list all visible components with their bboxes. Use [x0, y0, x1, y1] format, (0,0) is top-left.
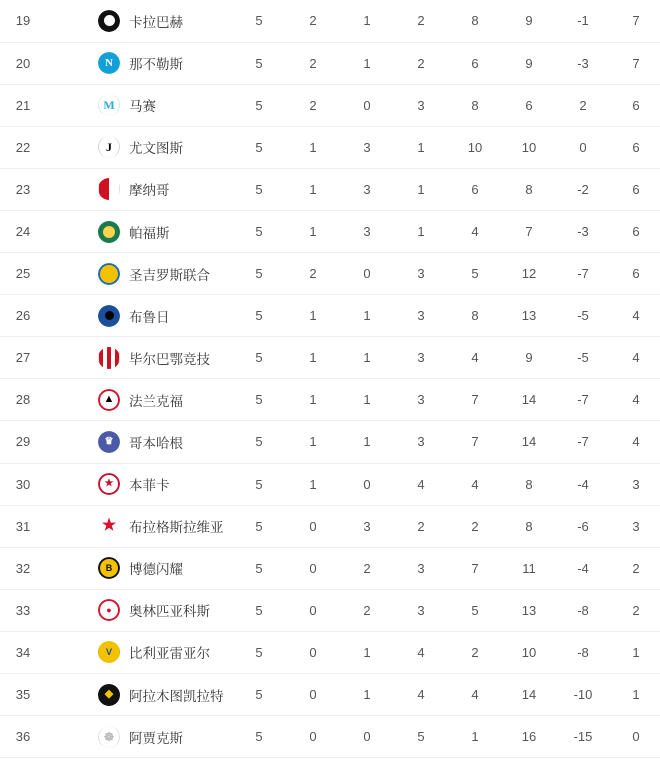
team-name: 阿拉木图凯拉特: [129, 688, 224, 704]
row-win: 2: [286, 0, 340, 42]
row-played: 5: [232, 168, 286, 210]
pafos-crest: [98, 221, 120, 243]
row-goals-for: 4: [448, 210, 502, 252]
row-goals-against: 9: [502, 337, 556, 379]
row-goal-diff: -7: [556, 421, 610, 463]
row-loss: 3: [394, 589, 448, 631]
row-goals-for: 5: [448, 253, 502, 295]
row-goals-against: 14: [502, 379, 556, 421]
row-win: 0: [286, 631, 340, 673]
row-points: 7: [610, 0, 660, 42]
row-team[interactable]: [46, 210, 232, 252]
row-played: 5: [232, 210, 286, 252]
row-rank: 36: [0, 716, 46, 758]
row-draw: 3: [340, 126, 394, 168]
row-points: 6: [610, 168, 660, 210]
row-loss: 2: [394, 505, 448, 547]
row-goals-against: 8: [502, 168, 556, 210]
benfica-crest: ★: [98, 473, 120, 495]
row-rank: 28: [0, 379, 46, 421]
row-points: 6: [610, 84, 660, 126]
villarreal-crest: V: [98, 641, 120, 663]
row-draw: 1: [340, 0, 394, 42]
row-win: 1: [286, 379, 340, 421]
row-draw: 1: [340, 674, 394, 716]
row-win: 1: [286, 337, 340, 379]
row-goal-diff: 2: [556, 84, 610, 126]
row-goal-diff: -8: [556, 589, 610, 631]
row-draw: 0: [340, 463, 394, 505]
row-played: 5: [232, 379, 286, 421]
table-row[interactable]: [0, 716, 660, 758]
row-goals-for: 8: [448, 295, 502, 337]
row-team[interactable]: [46, 379, 232, 421]
team-name: 马赛: [129, 99, 156, 115]
row-goals-against: 8: [502, 463, 556, 505]
row-played: 5: [232, 463, 286, 505]
row-goals-for: 7: [448, 421, 502, 463]
row-rank: 35: [0, 674, 46, 716]
team-name: 布鲁日: [129, 309, 170, 325]
row-goals-for: 10: [448, 126, 502, 168]
row-points: 3: [610, 463, 660, 505]
row-team[interactable]: [46, 0, 232, 42]
brugge-crest: [98, 305, 120, 327]
table-row[interactable]: [0, 42, 660, 84]
row-loss: 5: [394, 716, 448, 758]
athletic-crest: [98, 347, 120, 369]
table-row[interactable]: [0, 0, 660, 42]
team-name: 帕福斯: [129, 225, 170, 241]
row-rank: 23: [0, 168, 46, 210]
row-draw: 2: [340, 589, 394, 631]
row-draw: 1: [340, 295, 394, 337]
row-goals-against: 9: [502, 0, 556, 42]
row-rank: 32: [0, 547, 46, 589]
table-row[interactable]: [0, 168, 660, 210]
row-goals-against: 14: [502, 421, 556, 463]
row-points: 4: [610, 421, 660, 463]
table-row[interactable]: [0, 589, 660, 631]
row-goal-diff: -8: [556, 631, 610, 673]
row-team[interactable]: [46, 674, 232, 716]
row-win: 0: [286, 716, 340, 758]
row-goal-diff: -5: [556, 337, 610, 379]
union-sg-crest: [98, 263, 120, 285]
row-goal-diff: -15: [556, 716, 610, 758]
team-name: 比利亚雷亚尔: [129, 646, 210, 662]
row-team[interactable]: [46, 84, 232, 126]
row-draw: 1: [340, 421, 394, 463]
olympiacos-crest: ●: [98, 599, 120, 621]
row-rank: 30: [0, 463, 46, 505]
karabakh-crest: [98, 10, 120, 32]
row-played: 5: [232, 295, 286, 337]
team-name: 阿贾克斯: [129, 730, 183, 746]
table-row[interactable]: [0, 253, 660, 295]
row-loss: 3: [394, 84, 448, 126]
row-goals-for: 2: [448, 505, 502, 547]
row-goals-against: 10: [502, 126, 556, 168]
row-goal-diff: -1: [556, 0, 610, 42]
row-played: 5: [232, 337, 286, 379]
team-name: 摩纳哥: [129, 183, 170, 199]
row-goal-diff: -4: [556, 547, 610, 589]
row-team[interactable]: [46, 295, 232, 337]
row-loss: 1: [394, 126, 448, 168]
frankfurt-crest: ▲: [98, 389, 120, 411]
row-team[interactable]: [46, 126, 232, 168]
row-played: 5: [232, 674, 286, 716]
row-played: 5: [232, 631, 286, 673]
row-goal-diff: -2: [556, 168, 610, 210]
row-loss: 3: [394, 253, 448, 295]
bodo-crest: B: [98, 557, 120, 579]
row-win: 2: [286, 42, 340, 84]
row-goals-against: 16: [502, 716, 556, 758]
row-goals-against: 6: [502, 84, 556, 126]
row-goals-for: 4: [448, 463, 502, 505]
row-goals-for: 8: [448, 0, 502, 42]
row-played: 5: [232, 589, 286, 631]
row-draw: 2: [340, 547, 394, 589]
row-rank: 25: [0, 253, 46, 295]
row-goal-diff: -5: [556, 295, 610, 337]
row-goals-against: 7: [502, 210, 556, 252]
row-goals-for: 6: [448, 168, 502, 210]
row-team[interactable]: [46, 42, 232, 84]
row-goals-for: 7: [448, 547, 502, 589]
table-row[interactable]: [0, 631, 660, 673]
row-goal-diff: -6: [556, 505, 610, 547]
row-team[interactable]: [46, 505, 232, 547]
table-row[interactable]: [0, 295, 660, 337]
row-loss: 2: [394, 0, 448, 42]
row-points: 3: [610, 505, 660, 547]
table-row[interactable]: [0, 421, 660, 463]
row-played: 5: [232, 84, 286, 126]
row-points: 2: [610, 589, 660, 631]
row-loss: 3: [394, 421, 448, 463]
row-points: 4: [610, 379, 660, 421]
row-goals-against: 12: [502, 253, 556, 295]
row-played: 5: [232, 547, 286, 589]
row-played: 5: [232, 253, 286, 295]
slavia-crest: ★: [98, 515, 120, 537]
row-goals-for: 8: [448, 84, 502, 126]
row-points: 6: [610, 210, 660, 252]
row-win: 0: [286, 674, 340, 716]
row-team[interactable]: [46, 168, 232, 210]
row-goal-diff: -7: [556, 253, 610, 295]
row-draw: 1: [340, 379, 394, 421]
row-win: 1: [286, 421, 340, 463]
row-rank: 20: [0, 42, 46, 84]
juventus-crest: J: [98, 136, 120, 158]
row-goals-against: 8: [502, 505, 556, 547]
table-row[interactable]: [0, 126, 660, 168]
row-rank: 29: [0, 421, 46, 463]
team-name: 毕尔巴鄂竞技: [129, 351, 210, 367]
row-loss: 1: [394, 210, 448, 252]
row-loss: 3: [394, 547, 448, 589]
row-team[interactable]: [46, 631, 232, 673]
team-name: 奥林匹亚科斯: [129, 604, 210, 620]
copenhagen-crest: ♛: [98, 431, 120, 453]
row-rank: 34: [0, 631, 46, 673]
row-rank: 21: [0, 84, 46, 126]
row-goals-for: 2: [448, 631, 502, 673]
row-draw: 1: [340, 337, 394, 379]
table-row[interactable]: [0, 505, 660, 547]
row-draw: 1: [340, 631, 394, 673]
row-goal-diff: 0: [556, 126, 610, 168]
row-loss: 3: [394, 295, 448, 337]
row-team[interactable]: [46, 337, 232, 379]
row-played: 5: [232, 716, 286, 758]
row-points: 7: [610, 42, 660, 84]
row-goal-diff: -10: [556, 674, 610, 716]
row-goal-diff: -3: [556, 42, 610, 84]
row-goals-for: 5: [448, 589, 502, 631]
row-points: 1: [610, 674, 660, 716]
row-win: 1: [286, 126, 340, 168]
row-win: 2: [286, 253, 340, 295]
team-name: 卡拉巴赫: [129, 14, 183, 30]
marseille-crest: M: [98, 94, 120, 116]
row-goals-for: 1: [448, 716, 502, 758]
row-win: 0: [286, 589, 340, 631]
row-rank: 19: [0, 0, 46, 42]
row-loss: 4: [394, 674, 448, 716]
row-draw: 3: [340, 210, 394, 252]
row-rank: 24: [0, 210, 46, 252]
row-draw: 1: [340, 42, 394, 84]
ajax-crest: ☸: [98, 726, 120, 748]
row-rank: 27: [0, 337, 46, 379]
team-name: 哥本哈根: [129, 435, 183, 451]
team-name: 布拉格斯拉维亚: [129, 520, 224, 536]
row-goals-against: 13: [502, 295, 556, 337]
row-draw: 0: [340, 716, 394, 758]
row-points: 6: [610, 253, 660, 295]
table-row[interactable]: [0, 674, 660, 716]
table-row[interactable]: [0, 463, 660, 505]
row-draw: 3: [340, 168, 394, 210]
row-goals-against: 9: [502, 42, 556, 84]
row-goals-against: 11: [502, 547, 556, 589]
table-row[interactable]: [0, 337, 660, 379]
row-played: 5: [232, 42, 286, 84]
row-goal-diff: -4: [556, 463, 610, 505]
row-points: 2: [610, 547, 660, 589]
row-goal-diff: -3: [556, 210, 610, 252]
row-draw: 0: [340, 84, 394, 126]
row-goals-for: 4: [448, 674, 502, 716]
row-goals-against: 14: [502, 674, 556, 716]
row-team[interactable]: [46, 463, 232, 505]
row-rank: 26: [0, 295, 46, 337]
row-win: 1: [286, 168, 340, 210]
row-rank: 33: [0, 589, 46, 631]
row-goals-against: 13: [502, 589, 556, 631]
row-win: 2: [286, 84, 340, 126]
team-name: 尤文图斯: [129, 141, 183, 157]
row-goal-diff: -7: [556, 379, 610, 421]
team-name: 法兰克福: [129, 393, 183, 409]
row-goals-for: 4: [448, 337, 502, 379]
napoli-crest: N: [98, 52, 120, 74]
row-team[interactable]: [46, 589, 232, 631]
row-win: 1: [286, 295, 340, 337]
table-row[interactable]: [0, 210, 660, 252]
row-points: 1: [610, 631, 660, 673]
row-loss: 3: [394, 337, 448, 379]
row-draw: 3: [340, 505, 394, 547]
row-played: 5: [232, 0, 286, 42]
row-win: 1: [286, 463, 340, 505]
team-name: 博德闪耀: [129, 562, 183, 578]
row-rank: 31: [0, 505, 46, 547]
row-team[interactable]: [46, 421, 232, 463]
kairat-crest: ◆: [98, 684, 120, 706]
row-points: 0: [610, 716, 660, 758]
row-points: 4: [610, 337, 660, 379]
team-name: 那不勒斯: [129, 57, 183, 73]
monaco-crest: [98, 178, 120, 200]
row-played: 5: [232, 505, 286, 547]
row-goals-against: 10: [502, 631, 556, 673]
row-team[interactable]: [46, 253, 232, 295]
row-goals-for: 7: [448, 379, 502, 421]
row-team[interactable]: [46, 547, 232, 589]
table-row[interactable]: [0, 84, 660, 126]
row-win: 1: [286, 210, 340, 252]
row-team[interactable]: [46, 716, 232, 758]
row-draw: 0: [340, 253, 394, 295]
row-points: 6: [610, 126, 660, 168]
row-played: 5: [232, 421, 286, 463]
row-win: 0: [286, 505, 340, 547]
row-played: 5: [232, 126, 286, 168]
row-win: 0: [286, 547, 340, 589]
row-loss: 4: [394, 631, 448, 673]
row-loss: 4: [394, 463, 448, 505]
team-name: 本菲卡: [129, 478, 170, 494]
row-rank: 22: [0, 126, 46, 168]
table-row[interactable]: [0, 547, 660, 589]
row-goals-for: 6: [448, 42, 502, 84]
table-row[interactable]: [0, 379, 660, 421]
row-loss: 2: [394, 42, 448, 84]
row-loss: 1: [394, 168, 448, 210]
team-name: 圣吉罗斯联合: [129, 267, 210, 283]
row-points: 4: [610, 295, 660, 337]
row-loss: 3: [394, 379, 448, 421]
